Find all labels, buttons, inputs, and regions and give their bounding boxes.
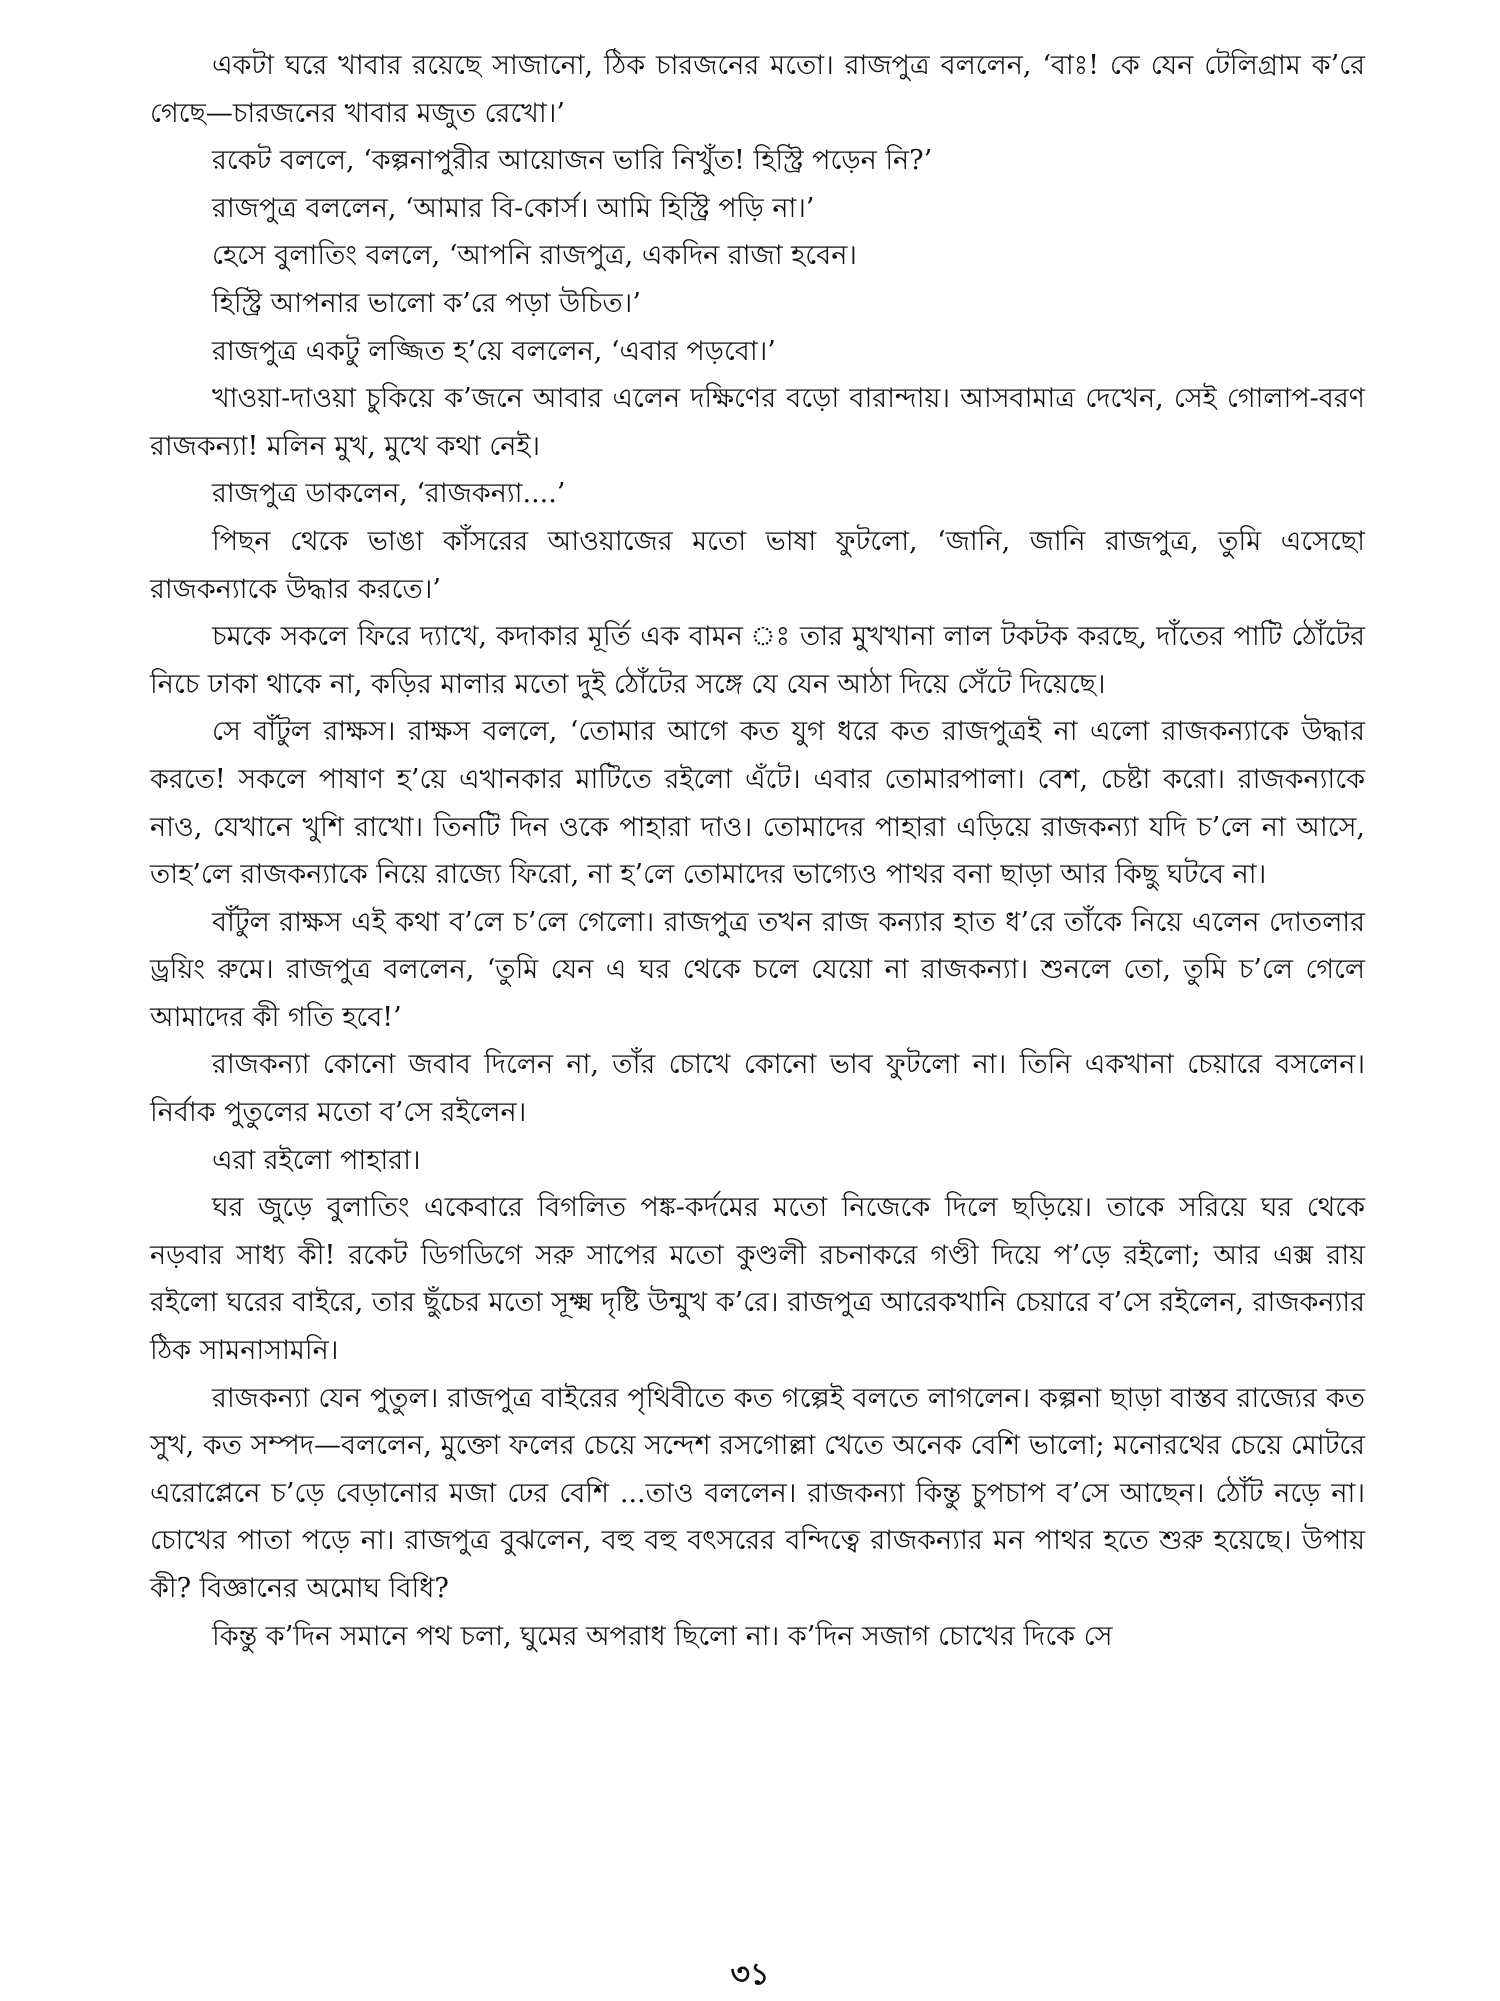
paragraph-15: ঘর জুড়ে বুলাতিং একেবারে বিগলিত পঙ্ক-কর্দমের মতো নিজেকে দিলে ছড়িয়ে। তাকে সরিয়ে ঘর থেকে নড়বার সাধ্য কী! রকেট ডিগডিগে সরু সাপের মতো কুণ্ডলী রচনাকরে গণ্ডী দিয়ে প’ড়ে রইলো; আর এক্স রায় রইলো ঘরের বাইরে, তার ছুঁচের মতো সূক্ষ্ম দৃষ্টি উন্মুখ ক’রে। রাজপুত্র আরেকখানি চেয়ারে ব’সে রইলেন, রাজকন্যার ঠিক সামনাসামনি।: [150, 1192, 1365, 1367]
page-body: [150, 42, 1365, 1660]
paragraph-3: রাজপুত্র বললেন, ‘আমার বি-কোর্স। আমি হিস্ট্রি পড়ি না।’: [212, 192, 815, 224]
paragraph-9: পিছন থেকে ভাঙা কাঁসরের আওয়াজের মতো ভাষা ফুটলো, ‘জানি, জানি রাজপুত্র, তুমি এসেছো রাজকন্যাকে উদ্ধার করতে।’: [150, 525, 1365, 605]
page-number: ৩১: [730, 1957, 770, 1992]
paragraph-16: রাজকন্যা যেন পুতুল। রাজপুত্র বাইরের পৃথিবীতে কত গল্পেই বলতে লাগলেন। কল্পনা ছাড়া বাস্তব রাজ্যের কত সুখ, কত সম্পদ—বললেন, মুক্তো ফলের চেয়ে সন্দেশ রসগোল্লা খেতে অনেক বেশি ভালো; মনোরথের চেয়ে মোটরে এরোপ্লেনে চ’ড়ে বেড়ানোর মজা ঢের বেশি ...তাও বললেন। রাজকন্যা কিন্তু চুপচাপ ব’সে আছেন। ঠোঁট নড়ে না। চোখের পাতা পড়ে না। রাজপুত্র বুঝলেন, বহু বহু বৎসরের বন্দিত্বে রাজকন্যার মন পাথর হতে শুরু হয়েছে। উপায় কী? বিজ্ঞানের অমোঘ বিধি?: [150, 1382, 1365, 1604]
paragraph-5: হিস্ট্রি আপনার ভালো ক’রে পড়া উচিত।’: [212, 287, 641, 319]
paragraph-6: রাজপুত্র একটু লজ্জিত হ’য়ে বললেন, ‘এবার পড়বো।’: [212, 335, 776, 367]
paragraph-8: রাজপুত্র ডাকলেন, ‘রাজকন্যা....’: [212, 478, 566, 510]
paragraph-12: বাঁটুল রাক্ষস এই কথা ব’লে চ’লে গেলো। রাজপুত্র তখন রাজ কন্যার হাত ধ’রে তাঁকে নিয়ে এলেন দোতলার ড্রয়িং রুমে। রাজপুত্র বললেন, ‘তুমি যেন এ ঘর থেকে চলে যেয়ো না রাজকন্যা। শুনলে তো, তুমি চ’লে গেলে আমাদের কী গতি হবে!’: [150, 906, 1365, 1033]
paragraph-17: কিন্তু ক’দিন সমানে পথ চলা, ঘুমের অপরাধ ছিলো না। ক’দিন সজাগ চোখের দিকে সে: [212, 1620, 1113, 1652]
paragraph-13: রাজকন্যা কোনো জবাব দিলেন না, তাঁর চোখে কোনো ভাব ফুটলো না। তিনি একখানা চেয়ারে বসলেন। নির্বাক পুতুলের মতো ব’সে রইলেন।: [150, 1049, 1365, 1129]
paragraph-1: একটা ঘরে খাবার রয়েছে সাজানো, ঠিক চারজনের মতো। রাজপুত্র বললেন, ‘বাঃ! কে যেন টেলিগ্রাম ক’রে গেছে—চারজনের খাবার মজুত রেখো।’: [150, 50, 1365, 129]
paragraph-10: চমকে সকলে ফিরে দ্যাখে, কদাকার মূর্তি এক বামন ঃ তার মুখখানা লাল টকটক করছে, দাঁতের পাটি ঠোঁটের নিচে ঢাকা থাকে না, কড়ির মালার মতো দুই ঠোঁটের সঙ্গে যে যেন আঠা দিয়ে সেঁটে দিয়েছে।: [150, 621, 1365, 700]
paragraph-11: সে বাঁটুল রাক্ষস। রাক্ষস বললে, ‘তোমার আগে কত যুগ ধরে কত রাজপুত্রই না এলো রাজকন্যাকে উদ্ধার করতে! সকলে পাষাণ হ’য়ে এখানকার মাটিতে রইলো এঁটে। এবার তোমারপালা। বেশ, চেষ্টা করো। রাজকন্যাকে নাও, যেখানে খুশি রাখো। তিনটি দিন ওকে পাহারা দাও। তোমাদের পাহারা এড়িয়ে রাজকন্যা যদি চ’লে না আসে, তাহ’লে রাজকন্যাকে নিয়ে রাজ্যে ফিরো, না হ’লে তোমাদের ভাগ্যেও পাথর বনা ছাড়া আর কিছু ঘটবে না।: [150, 716, 1365, 891]
paragraph-4: হেসে বুলাতিং বললে, ‘আপনি রাজপুত্র, একদিন রাজা হবেন।: [212, 240, 857, 272]
paragraph-7: খাওয়া-দাওয়া চুকিয়ে ক’জনে আবার এলেন দক্ষিণের বড়ো বারান্দায়। আসবামাত্র দেখেন, সেই গোলাপ-বরণ রাজকন্যা! মলিন মুখ, মুখে কথা নেই।: [150, 383, 1365, 462]
paragraph-2: রকেট বললে, ‘কল্পনাপুরীর আয়োজন ভারি নিখুঁত! হিস্ট্রি পড়েন নি?’: [212, 145, 933, 177]
paragraph-14: এরা রইলো পাহারা।: [212, 1144, 421, 1176]
